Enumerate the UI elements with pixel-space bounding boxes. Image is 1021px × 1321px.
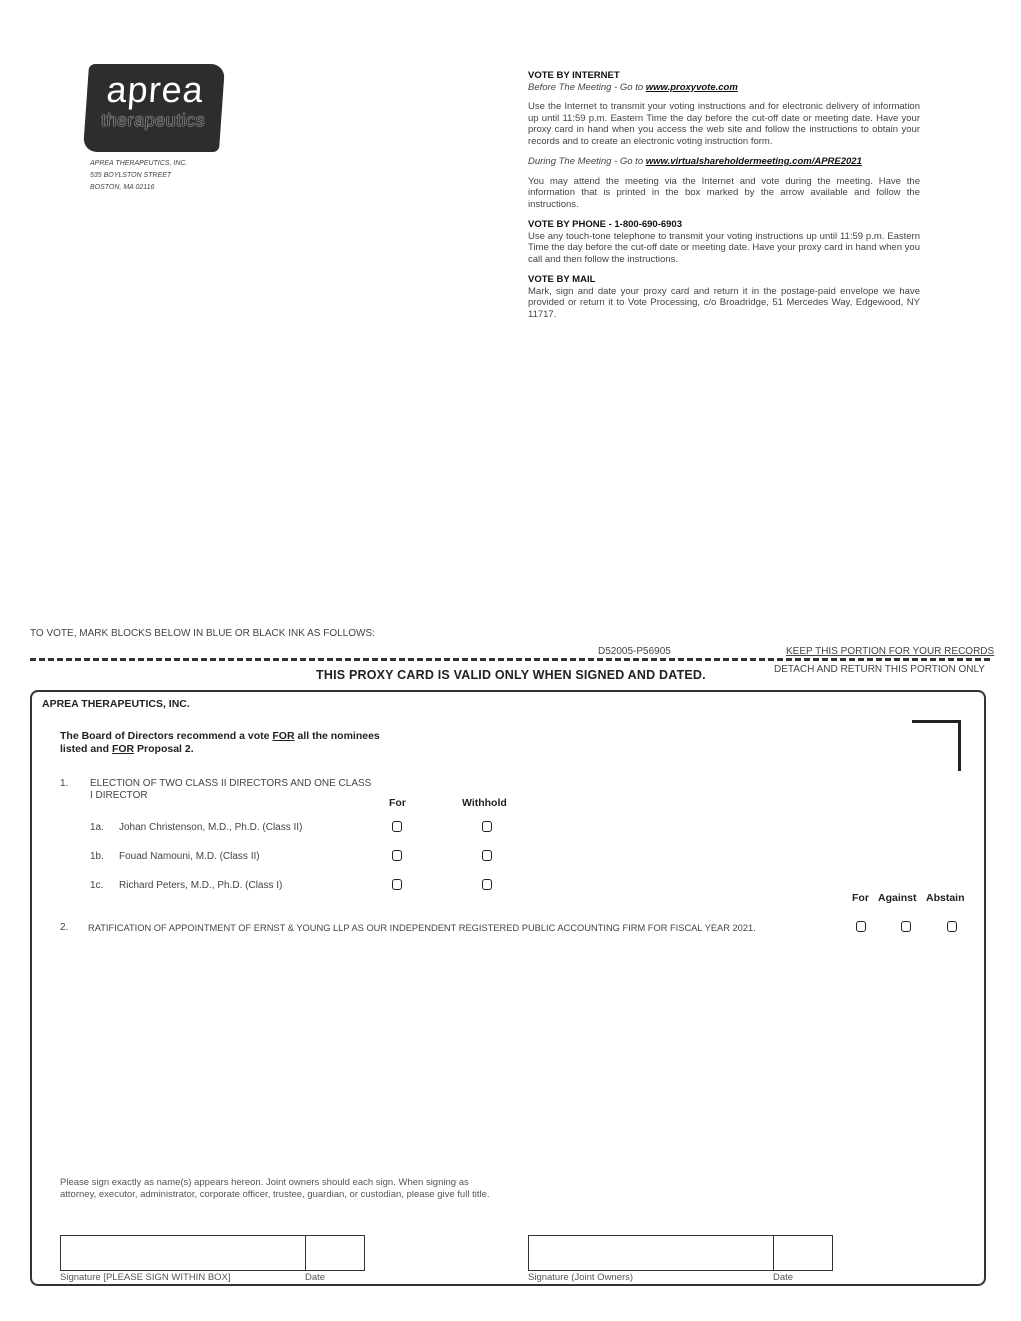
board-for-1: FOR <box>272 730 295 742</box>
detach-dashed-line <box>30 658 990 661</box>
signing-instructions: Please sign exactly as name(s) appears hereon. Joint owners should each sign. When signing as attorney, executor, administrator, corporate officer, trustee, guardian, or custodian, please give full title. <box>60 1177 490 1200</box>
nominee-1a-for-checkbox[interactable] <box>392 821 402 832</box>
internet-paragraph-1: Use the Internet to transmit your voting instructions and for electronic delivery of information up until 11:59 p.m. Eastern Time the day before the cut-off date or meeting date. Have your proxy card in hand when you access the web site and follow the instructions to obtain your records and to create an electronic voting instruction form. <box>528 101 920 147</box>
internet-paragraph-2: You may attend the meeting via the Internet and vote during the meeting. Have the information that is printed in the box marked by the arrow available and follow the instructions. <box>528 175 920 210</box>
p2-column-abstain: Abstain <box>926 892 965 904</box>
detach-portion-label: DETACH AND RETURN THIS PORTION ONLY <box>774 664 985 675</box>
voting-instructions <box>528 70 920 329</box>
proposal-2-abstain-checkbox[interactable] <box>947 921 957 932</box>
address-line-1: APREA THERAPEUTICS, INC. <box>90 160 188 167</box>
board-for-2: FOR <box>111 743 135 755</box>
proposal-2-text: RATIFICATION OF APPOINTMENT OF ERNST & YOUNG LLP AS OUR INDEPENDENT REGISTERED PUBLIC ACCOUNTING FIRM FOR FISCAL YEAR 2021. <box>88 923 756 933</box>
column-for: For <box>389 797 406 809</box>
board-text-b: all the nominees listed and <box>60 730 380 755</box>
signature-box[interactable] <box>60 1235 365 1271</box>
signature-date-divider <box>305 1235 306 1271</box>
nominee-1a-name: Johan Christenson, M.D., Ph.D. (Class II) <box>119 822 303 833</box>
p2-column-against: Against <box>878 892 917 904</box>
nominee-1a-withhold-checkbox[interactable] <box>482 821 492 832</box>
joint-signature-label: Signature (Joint Owners) <box>528 1272 634 1283</box>
mark-instruction: TO VOTE, MARK BLOCKS BELOW IN BLUE OR BLACK INK AS FOLLOWS: <box>30 628 375 639</box>
address-line-3: BOSTON, MA 02116 <box>90 184 155 191</box>
nominee-1c-number: 1c. <box>90 880 104 891</box>
nominee-1b-withhold-checkbox[interactable] <box>482 850 492 861</box>
nominee-1c-for-checkbox[interactable] <box>392 879 402 890</box>
phone-paragraph: Use any touch-tone telephone to transmit your voting instructions up until 11:59 p.m. Eastern Time the day before the cut-off date or meeting date. Have your proxy card in hand when you call and then follow the instructions. <box>528 230 920 265</box>
before-meeting-prefix: Before The Meeting - Go to <box>528 81 646 93</box>
proxyvote-link[interactable]: www.proxyvote.com <box>645 81 738 93</box>
card-company-name: APREA THERAPEUTICS, INC. <box>42 698 190 710</box>
keep-portion-label: KEEP THIS PORTION FOR YOUR RECORDS <box>782 646 994 657</box>
logo-wordmark-bottom: therapeutics <box>100 110 206 130</box>
board-text-a: The Board of Directors recommend a vote <box>60 730 273 742</box>
joint-signature-date-label: Date <box>773 1272 794 1283</box>
during-meeting-line <box>528 156 920 168</box>
corner-arrow-mark <box>912 720 961 771</box>
company-address <box>90 158 187 194</box>
nominee-1b-number: 1b. <box>90 851 104 862</box>
before-meeting-line <box>528 82 920 94</box>
proposal-1-text: ELECTION OF TWO CLASS II DIRECTORS AND ONE CLASS I DIRECTOR <box>90 778 372 801</box>
nominee-1c-name: Richard Peters, M.D., Ph.D. (Class I) <box>119 880 283 891</box>
column-withhold: Withhold <box>462 797 507 809</box>
logo-wordmark-top: aprea <box>105 69 206 110</box>
signature-label: Signature [PLEASE SIGN WITHIN BOX] <box>60 1272 231 1283</box>
address-line-2: 535 BOYLSTON STREET <box>90 172 172 179</box>
board-recommendation <box>60 730 380 756</box>
proposal-2-against-checkbox[interactable] <box>901 921 911 932</box>
company-logo <box>83 64 225 152</box>
proposal-2-for-checkbox[interactable] <box>856 921 866 932</box>
nominee-1c-withhold-checkbox[interactable] <box>482 879 492 890</box>
proposal-2-number: 2. <box>60 922 69 933</box>
proposal-1-number: 1. <box>60 778 69 789</box>
form-code: D52005-P56905 <box>594 646 675 657</box>
internet-heading: VOTE BY INTERNET <box>528 70 620 81</box>
signature-date-label: Date <box>305 1272 326 1283</box>
nominee-1a-number: 1a. <box>90 822 104 833</box>
nominee-1b-name: Fouad Namouni, M.D. (Class II) <box>119 851 260 862</box>
joint-signature-box[interactable] <box>528 1235 833 1271</box>
virtual-meeting-link[interactable]: www.virtualshareholdermeeting.com/APRE2021 <box>645 156 862 167</box>
during-meeting-prefix: During The Meeting - Go to <box>528 156 646 167</box>
mail-heading: VOTE BY MAIL <box>528 274 596 285</box>
nominee-1b-for-checkbox[interactable] <box>392 850 402 861</box>
mail-paragraph: Mark, sign and date your proxy card and return it in the postage-paid envelope we have provided or return it to Vote Processing, c/o Broadridge, 51 Mercedes Way, Edgewood, NY 11717. <box>528 285 920 320</box>
p2-column-for: For <box>852 892 869 904</box>
board-text-c: Proposal 2. <box>134 743 194 755</box>
phone-heading: VOTE BY PHONE - 1-800-690-6903 <box>528 219 683 230</box>
joint-signature-date-divider <box>773 1235 774 1271</box>
valid-notice: THIS PROXY CARD IS VALID ONLY WHEN SIGNED AND DATED. <box>316 668 706 682</box>
